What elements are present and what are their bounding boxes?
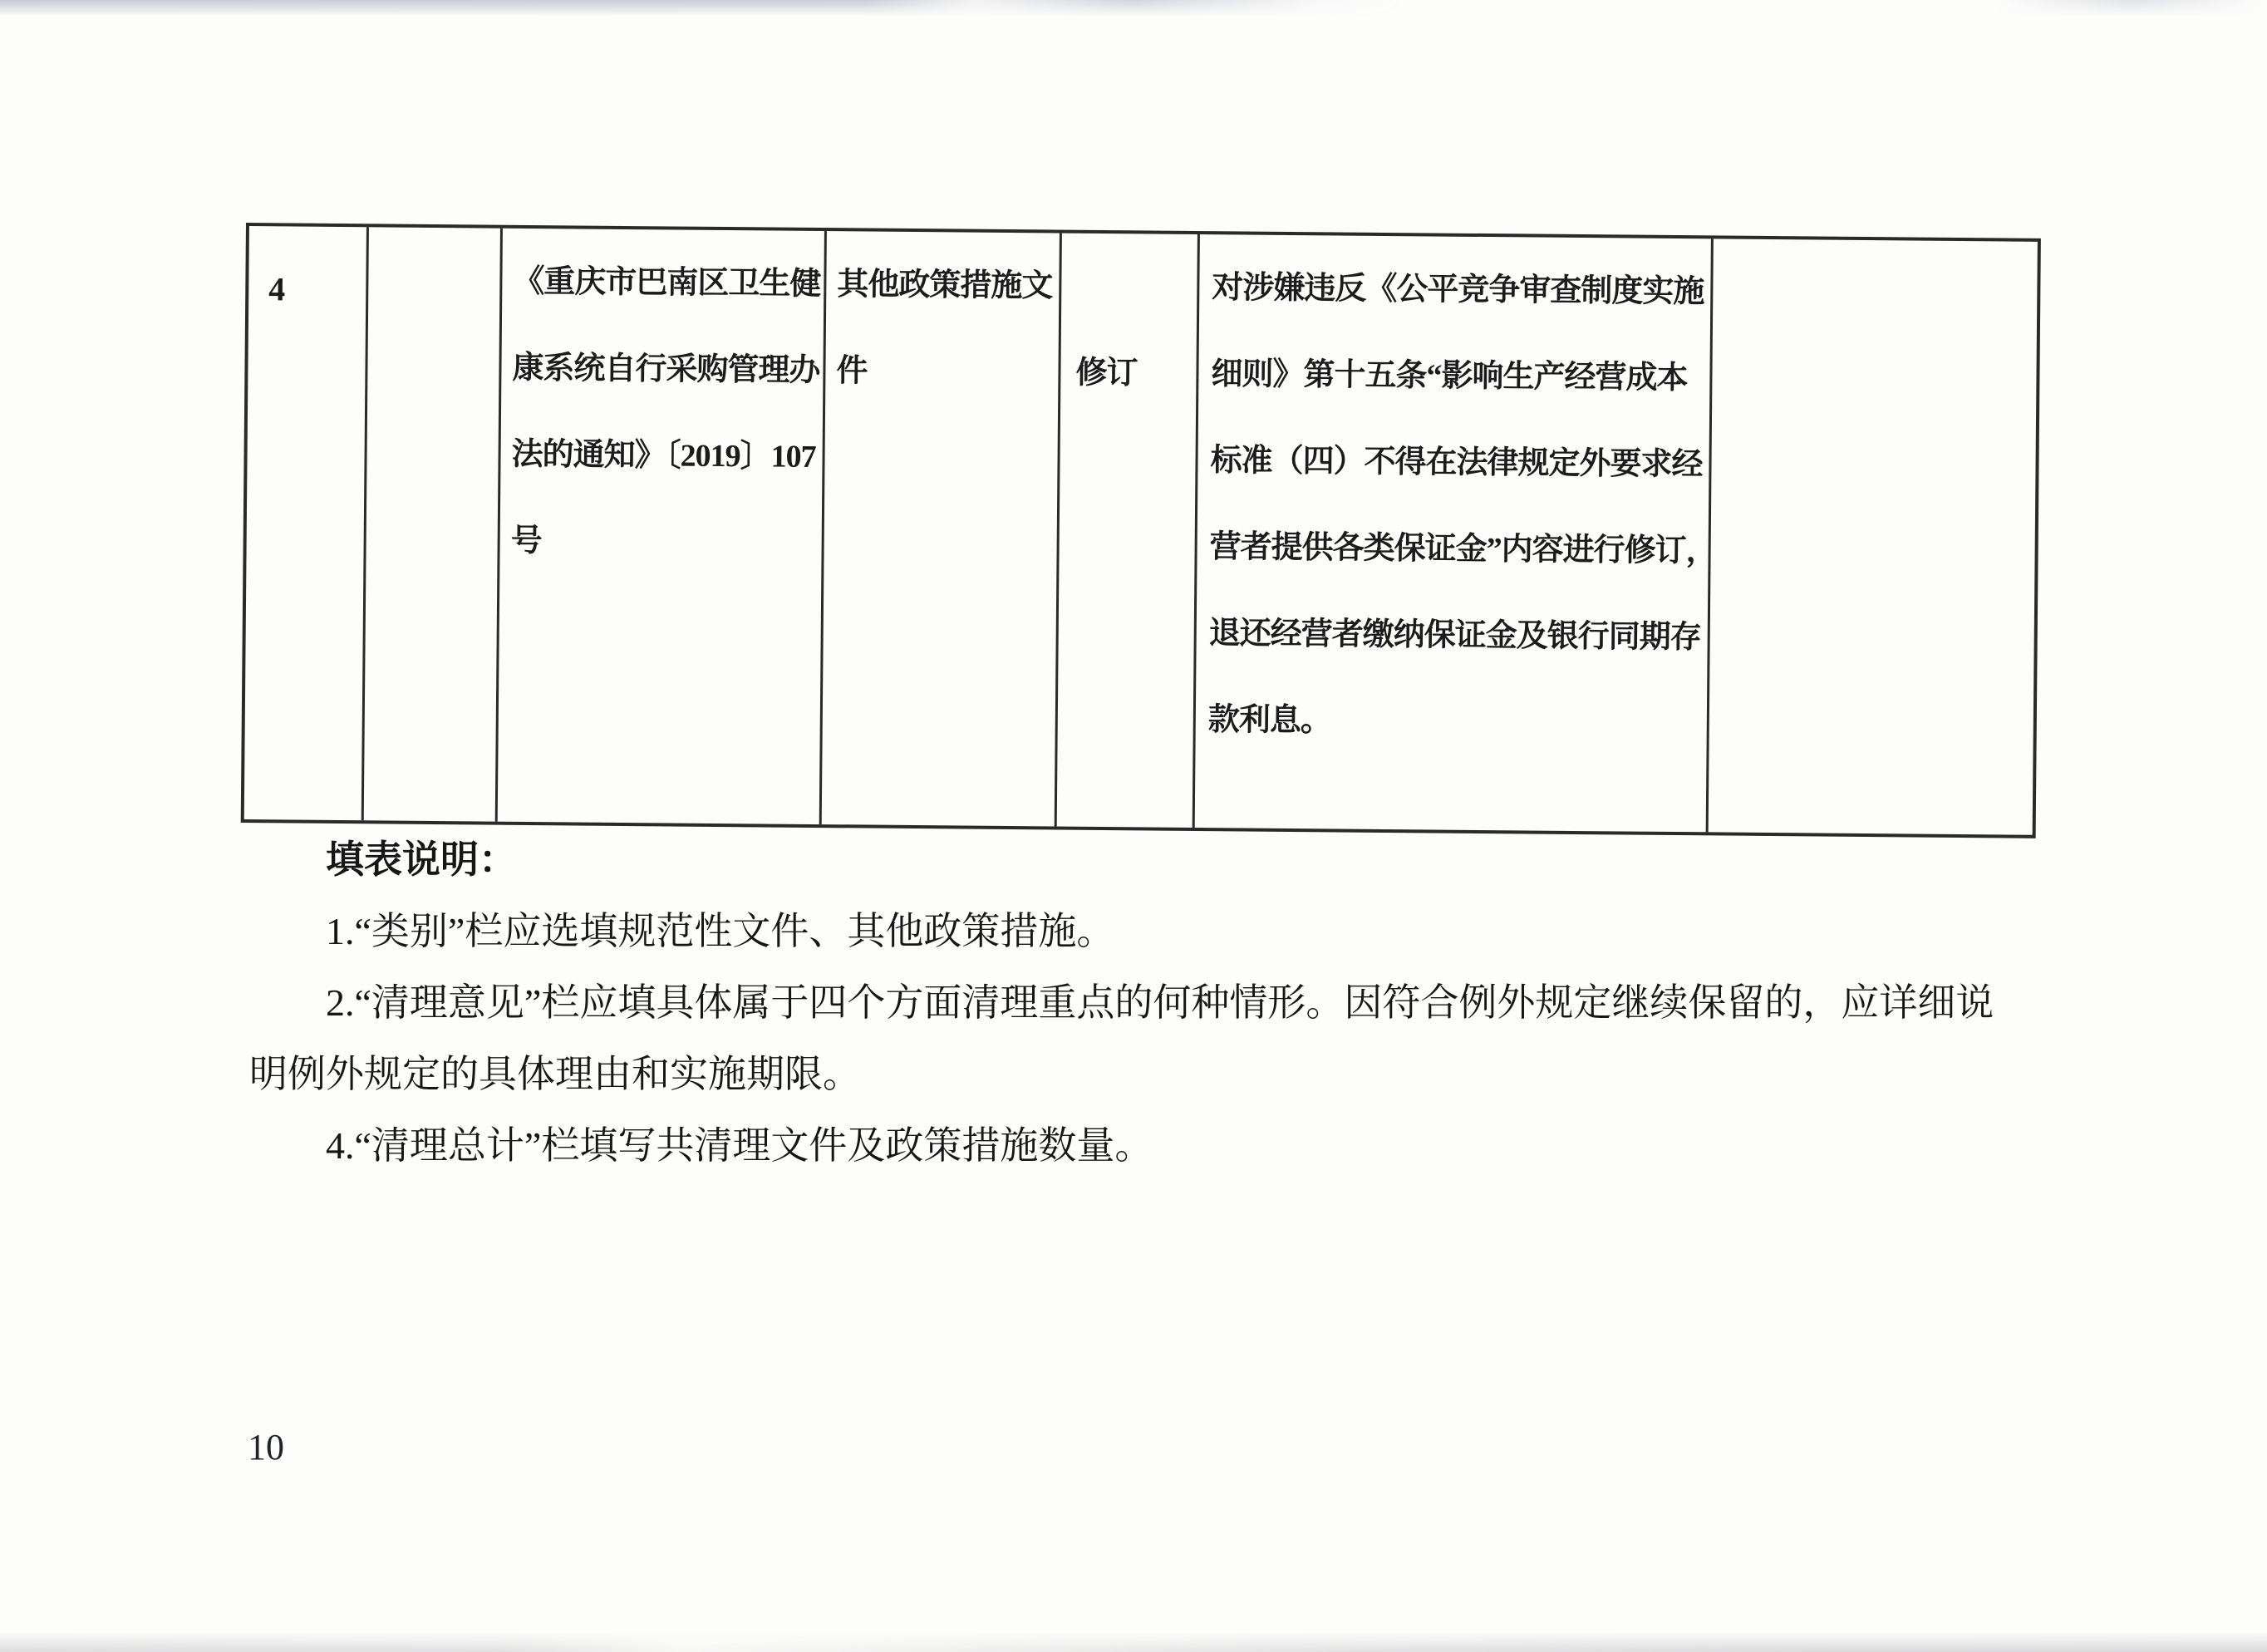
scan-artifact-top [0,0,2267,18]
note-item-1: 1.“类别”栏应选填规范性文件、其他政策措施。 [326,910,1115,952]
detail-line: 营者提供各类保证金”内容进行修订， [1209,529,1717,569]
table-cell-category [822,231,1062,826]
detail-line: 退还经营者缴纳保证金及银行同期存 [1208,616,1701,656]
note-item-2-line2: 明例外规定的具体理由和实施期限。 [249,1053,861,1095]
note-item-2-line1: 2.“清理意见”栏应填具体属于四个方面清理重点的何种情形。因符合例外规定继续保留的，应详细说 [326,981,1994,1024]
document-title-line: 康系统自行采购管理办 [512,350,820,389]
table-cell-opinion [1057,234,1200,828]
category-line: 件 [836,353,868,389]
document-title-line: 法的通知》〔2019〕107 [511,436,816,474]
note-item-4: 4.“清理总计”栏填写共清理文件及政策措施数量。 [326,1124,1153,1167]
detail-line: 款利息。 [1207,702,1332,739]
table-cell-remark [1709,238,2038,834]
table-cell-seq [244,226,369,820]
document-title-line: 《重庆市巴南区卫生健 [513,263,821,302]
category-line: 其他政策措施文 [837,267,1053,304]
scan-artifact-bottom [0,1630,2267,1652]
table-cell-document-title [498,229,827,824]
cleanup-table [241,223,2041,838]
seq-number: 4 [268,270,285,308]
opinion-text: 修订 [1075,355,1138,391]
page-number: 10 [248,1427,284,1468]
notes-title: 填表说明： [326,838,517,881]
detail-line: 对涉嫌违反《公平竞争审查制度实施 [1212,270,1704,310]
table-cell-blank [364,227,503,821]
notes-section [249,824,2004,1182]
table-cell-detail [1195,234,1717,832]
document-title-line: 号 [510,523,542,559]
detail-line: 细则》第十五条“影响生产经营成本 [1211,356,1688,396]
detail-line: 标准（四）不得在法律规定外要求经 [1210,443,1703,483]
